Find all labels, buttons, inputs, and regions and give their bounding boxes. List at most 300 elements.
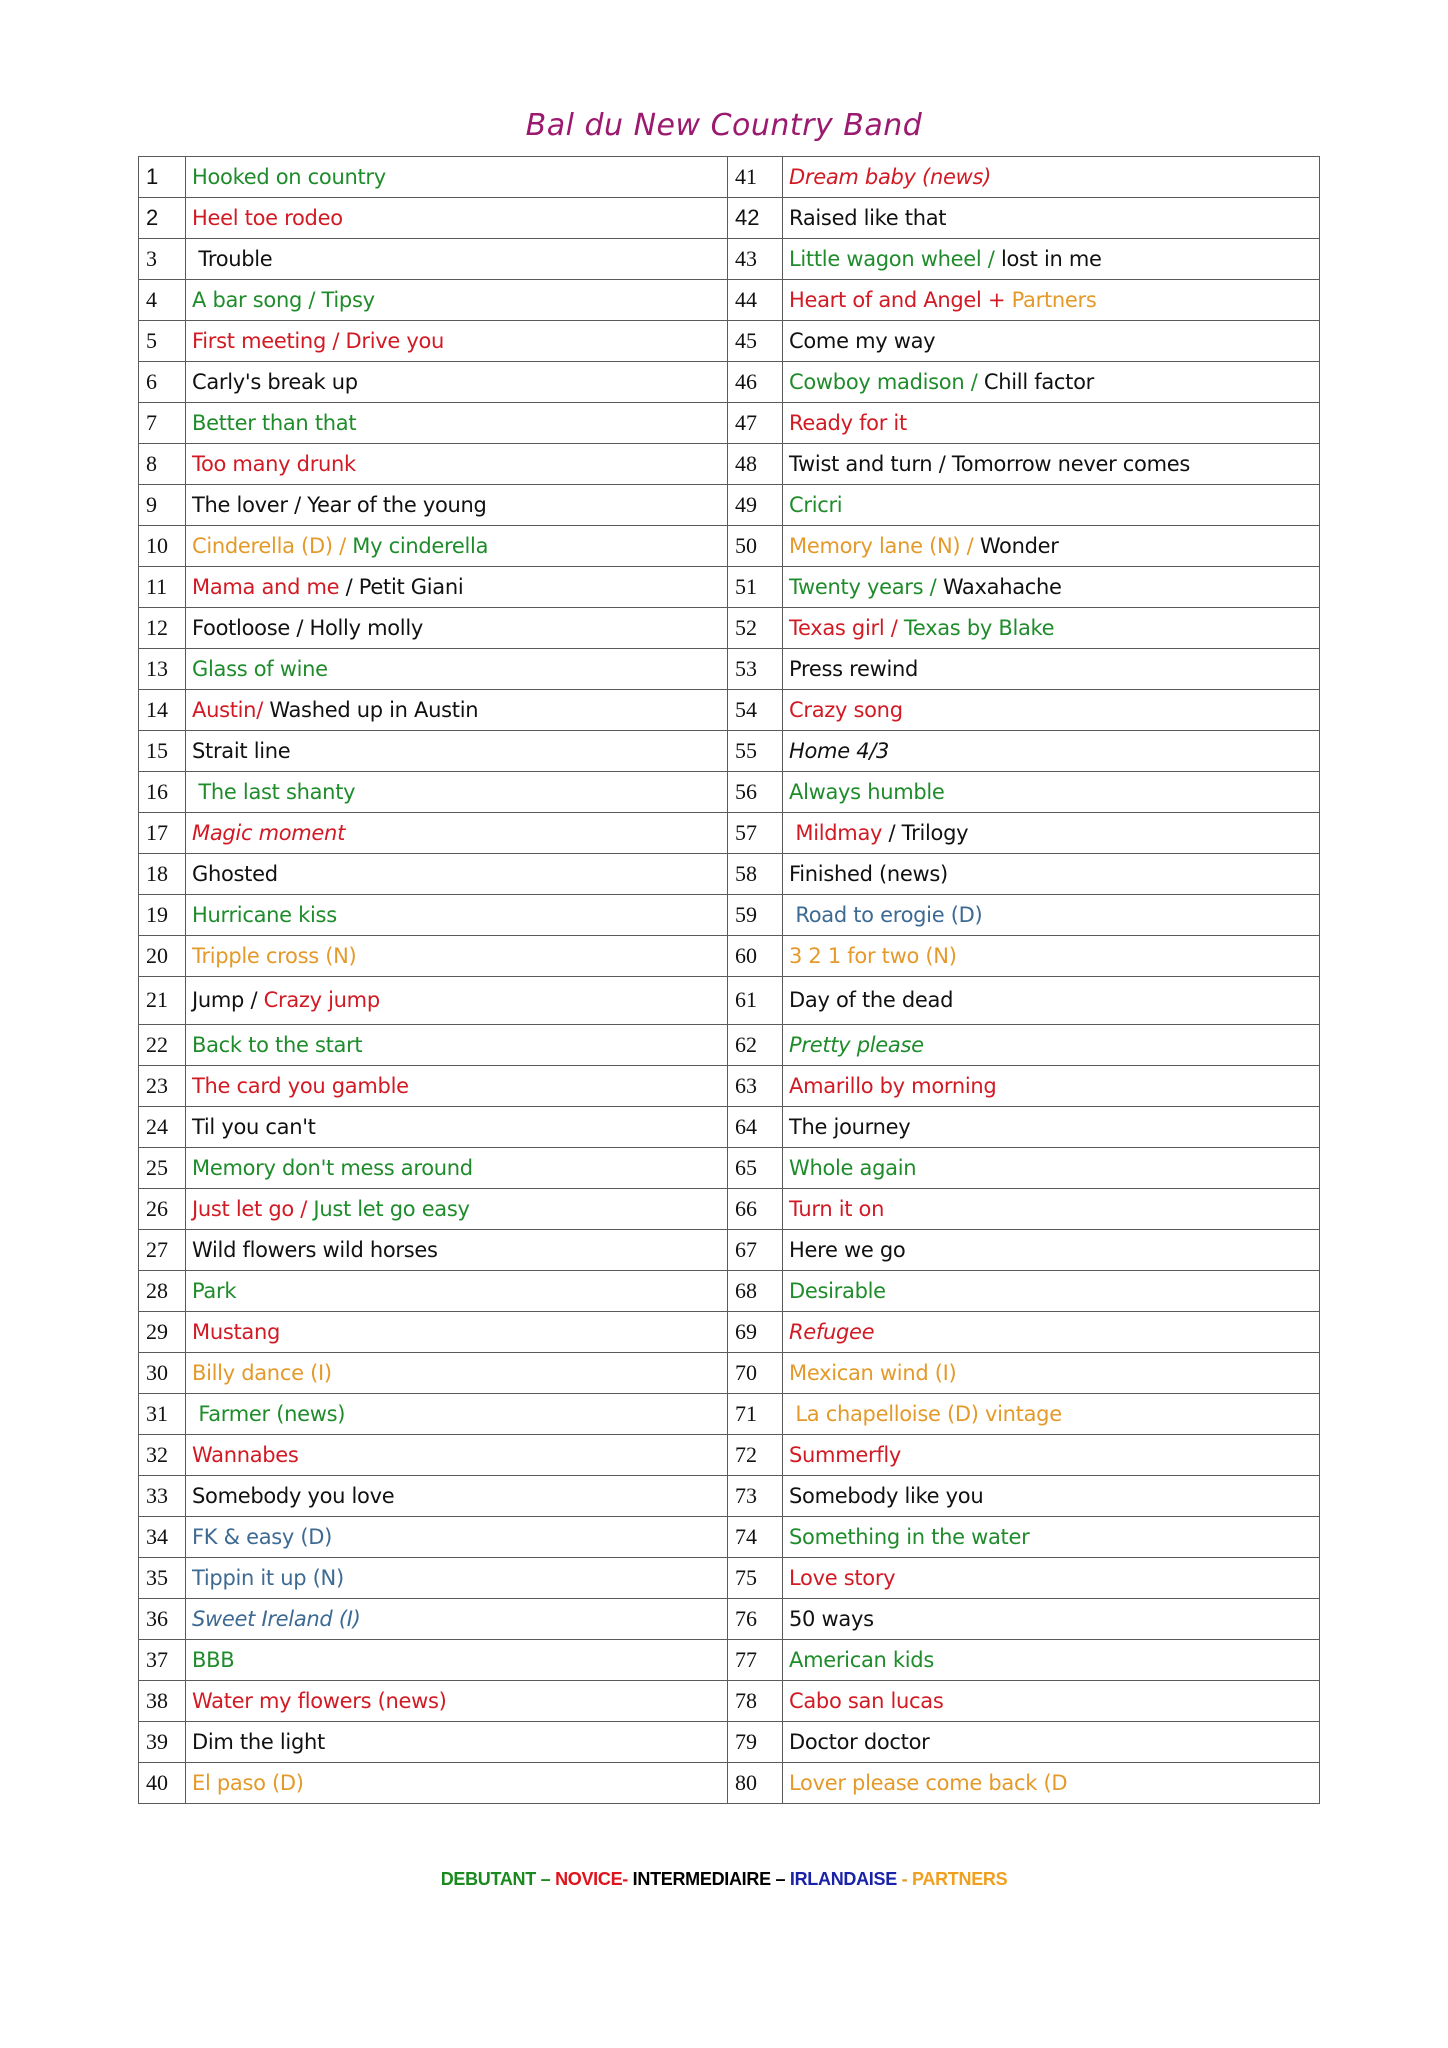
dance-title-part: Just let go / (192, 1196, 314, 1221)
dance-title-part: The card you gamble (192, 1073, 409, 1098)
dance-title-part: Billy dance (I) (192, 1360, 332, 1385)
dance-title (783, 1311, 1320, 1352)
dance-title (186, 731, 728, 772)
dance-title (783, 567, 1320, 608)
dance-number: 8 (139, 444, 186, 485)
dance-title (783, 1680, 1320, 1721)
dance-title-part: Just let go easy (313, 1196, 470, 1221)
dance-title (186, 854, 728, 895)
legend-item: IRLANDAISE (789, 1869, 897, 1889)
dance-title (186, 1352, 728, 1393)
dance-title (783, 895, 1320, 936)
dance-title (783, 1229, 1320, 1270)
table-row (139, 813, 1320, 854)
dance-title-part: Refugee (789, 1319, 875, 1344)
table-row (139, 1639, 1320, 1680)
dance-title (783, 1024, 1320, 1065)
dance-title-part: Glass of wine (192, 657, 328, 681)
dance-title (186, 649, 728, 690)
dance-number: 40 (139, 1762, 186, 1803)
dance-title-part: lost in me (1000, 247, 1102, 271)
table-row (139, 1229, 1320, 1270)
dance-title-part: Here we go (789, 1237, 906, 1262)
dance-title (783, 772, 1320, 813)
dance-title (783, 1475, 1320, 1516)
dance-title-part: La chapelloise (D) vintage (789, 1401, 1062, 1426)
dance-number: 62 (728, 1024, 783, 1065)
dance-title-part: 3 2 1 for two (N) (789, 944, 957, 968)
legend-item: – (535, 1869, 556, 1889)
dance-number: 28 (139, 1270, 186, 1311)
dance-title (186, 1106, 728, 1147)
dance-number: 22 (139, 1024, 186, 1065)
dance-number: 25 (139, 1147, 186, 1188)
dance-number: 18 (139, 854, 186, 895)
dance-number: 13 (139, 649, 186, 690)
dance-title-part: Somebody like you (789, 1483, 984, 1508)
table-row (139, 1680, 1320, 1721)
dance-title (186, 1639, 728, 1680)
table-row (139, 239, 1320, 280)
dance-number: 77 (728, 1639, 783, 1680)
dance-title-part: Better than that (192, 411, 357, 435)
dance-title (783, 1188, 1320, 1229)
dance-title-part: Doctor doctor (789, 1729, 930, 1754)
dance-title (783, 485, 1320, 526)
dance-number: 69 (728, 1311, 783, 1352)
dance-title-part: Cowboy madison / (789, 370, 984, 394)
dance-title (186, 936, 728, 977)
dance-number: 34 (139, 1516, 186, 1557)
table-row (139, 1188, 1320, 1229)
dance-title (783, 157, 1320, 198)
dance-title-part: Heel toe rodeo (192, 206, 343, 230)
dance-title-part: Somebody you love (192, 1483, 395, 1508)
dance-number: 39 (139, 1721, 186, 1762)
dance-number: 3 (139, 239, 186, 280)
dance-title (186, 1024, 728, 1065)
dance-title (186, 526, 728, 567)
dance-title (186, 239, 728, 280)
table-row (139, 772, 1320, 813)
level-legend (0, 1869, 1448, 1890)
table-row (139, 608, 1320, 649)
dance-title-part: FK & easy (D) (192, 1524, 333, 1549)
dance-number: 4 (139, 280, 186, 321)
dance-title-part: Ready for it (789, 411, 907, 435)
dance-title-part: Trouble (192, 247, 273, 271)
dance-title (783, 1762, 1320, 1803)
dance-title (186, 1065, 728, 1106)
dance-number: 66 (728, 1188, 783, 1229)
dance-title-part: Hooked on country (192, 165, 386, 189)
dance-title-part: Too many drunk (192, 452, 356, 476)
table-row (139, 977, 1320, 1025)
dance-number: 33 (139, 1475, 186, 1516)
dance-title (783, 444, 1320, 485)
table-row (139, 1762, 1320, 1803)
dance-title (783, 403, 1320, 444)
dance-number: 2 (139, 198, 186, 239)
dance-number: 26 (139, 1188, 186, 1229)
dance-title-part: Waxahache (942, 575, 1062, 599)
dance-title-part: Tippin it up (N) (192, 1565, 344, 1590)
dance-title (783, 1598, 1320, 1639)
dance-title (186, 1762, 728, 1803)
dance-title-part: Raised like that (789, 206, 947, 230)
dance-title-part: Sweet Ireland (I) (192, 1606, 361, 1631)
dance-title-part: Wonder (979, 534, 1059, 558)
dance-title-part: Heart of and Angel + (789, 288, 1012, 312)
table-row (139, 1024, 1320, 1065)
dance-number: 9 (139, 485, 186, 526)
dance-title-part: 50 ways (789, 1606, 874, 1631)
dance-title-part: Texas girl / (789, 616, 904, 640)
dance-number: 38 (139, 1680, 186, 1721)
dance-number: 76 (728, 1598, 783, 1639)
dance-number: 1 (139, 157, 186, 198)
dance-title-part: Wild flowers wild horses (192, 1237, 438, 1262)
dance-title (783, 977, 1320, 1025)
table-row (139, 1393, 1320, 1434)
dance-title-part: Crazy jump (263, 988, 380, 1013)
dance-title-part: Little wagon wheel / (789, 247, 1001, 271)
table-row (139, 1311, 1320, 1352)
dance-title (783, 731, 1320, 772)
dance-title-part: Dim the light (192, 1729, 325, 1754)
table-row (139, 403, 1320, 444)
table-row (139, 1434, 1320, 1475)
dance-title (783, 936, 1320, 977)
dance-number: 21 (139, 977, 186, 1025)
dance-number: 71 (728, 1393, 783, 1434)
dance-number: 11 (139, 567, 186, 608)
dance-title-part: Dream baby (news) (789, 165, 991, 189)
dance-title (783, 1434, 1320, 1475)
dance-number: 80 (728, 1762, 783, 1803)
dance-title (783, 649, 1320, 690)
dance-title (783, 1639, 1320, 1680)
dance-title (186, 1516, 728, 1557)
dance-number: 65 (728, 1147, 783, 1188)
legend-item: NOVICE- (555, 1869, 628, 1889)
legend-item: DEBUTANT (440, 1869, 536, 1889)
dance-title-part: Water my flowers (news) (192, 1688, 447, 1713)
dance-title (783, 362, 1320, 403)
dance-title-part: Mama and me (192, 575, 340, 599)
dance-number: 36 (139, 1598, 186, 1639)
dance-title-part: Pretty please (789, 1032, 924, 1057)
dance-title (186, 567, 728, 608)
dance-title-part: Always humble (789, 780, 945, 804)
dance-number: 32 (139, 1434, 186, 1475)
dance-title (783, 1065, 1320, 1106)
table-row (139, 280, 1320, 321)
table-row (139, 321, 1320, 362)
dance-number: 63 (728, 1065, 783, 1106)
dance-title-part: Carly's break up (192, 370, 358, 394)
table-row (139, 1721, 1320, 1762)
dance-list-table (138, 156, 1320, 1804)
table-row (139, 1147, 1320, 1188)
dance-number: 27 (139, 1229, 186, 1270)
dance-title-part: Amarillo by morning (789, 1073, 997, 1098)
dance-title-part: Home 4/3 (789, 739, 890, 763)
dance-title (186, 321, 728, 362)
dance-number: 31 (139, 1393, 186, 1434)
dance-number: 7 (139, 403, 186, 444)
dance-number: 54 (728, 690, 783, 731)
table-row (139, 1598, 1320, 1639)
dance-title-part: Farmer (news) (192, 1401, 346, 1426)
dance-title-part: Summerfly (789, 1442, 902, 1467)
dance-number: 45 (728, 321, 783, 362)
dance-number: 50 (728, 526, 783, 567)
dance-title (186, 1434, 728, 1475)
dance-number: 59 (728, 895, 783, 936)
dance-title (186, 1229, 728, 1270)
dance-number: 56 (728, 772, 783, 813)
dance-title-part: Chill factor (983, 370, 1094, 394)
dance-title-part: Memory lane (N) / (789, 534, 980, 558)
dance-title (783, 813, 1320, 854)
dance-number: 49 (728, 485, 783, 526)
dance-title (783, 854, 1320, 895)
dance-title (186, 772, 728, 813)
dance-title-part: Love story (789, 1565, 896, 1590)
dance-number: 6 (139, 362, 186, 403)
dance-title-part: Texas by Blake (903, 616, 1055, 640)
legend-item: - (896, 1869, 913, 1889)
table-row (139, 485, 1320, 526)
dance-title-part: Something in the water (789, 1524, 1030, 1549)
dance-number: 67 (728, 1229, 783, 1270)
dance-number: 47 (728, 403, 783, 444)
table-row (139, 936, 1320, 977)
dance-title (783, 1516, 1320, 1557)
dance-number: 19 (139, 895, 186, 936)
dance-number: 68 (728, 1270, 783, 1311)
dance-number: 44 (728, 280, 783, 321)
dance-title (186, 1475, 728, 1516)
dance-title (783, 608, 1320, 649)
dance-title (186, 1557, 728, 1598)
dance-number: 61 (728, 977, 783, 1025)
dance-number: 41 (728, 157, 783, 198)
dance-number: 55 (728, 731, 783, 772)
dance-number: 30 (139, 1352, 186, 1393)
dance-number: 60 (728, 936, 783, 977)
table-row (139, 157, 1320, 198)
dance-title (186, 444, 728, 485)
dance-title-part: Cinderella (D) / (192, 534, 353, 558)
table-row (139, 1106, 1320, 1147)
dance-title-part: Back to the start (192, 1032, 363, 1057)
dance-title-part: Wannabes (192, 1442, 299, 1467)
dance-title-part: American kids (789, 1647, 934, 1672)
dance-title-part: Come my way (789, 329, 936, 353)
dance-title (186, 1147, 728, 1188)
dance-title (186, 280, 728, 321)
dance-number: 64 (728, 1106, 783, 1147)
dance-title (783, 526, 1320, 567)
dance-number: 73 (728, 1475, 783, 1516)
table-row (139, 854, 1320, 895)
legend-item: INTERMEDIAIRE – (627, 1869, 790, 1889)
dance-title-part: Strait line (192, 739, 291, 763)
dance-title-part: BBB (192, 1647, 235, 1672)
dance-title (186, 1270, 728, 1311)
dance-title (186, 1680, 728, 1721)
dance-title (186, 198, 728, 239)
dance-title (783, 1557, 1320, 1598)
dance-number: 46 (728, 362, 783, 403)
table-row (139, 649, 1320, 690)
dance-number: 37 (139, 1639, 186, 1680)
dance-title-part: Til you can't (192, 1114, 316, 1139)
dance-title-part: The journey (789, 1114, 911, 1139)
dance-number: 10 (139, 526, 186, 567)
dance-title (186, 813, 728, 854)
dance-title-part: Memory don't mess around (192, 1155, 473, 1180)
table-row (139, 731, 1320, 772)
dance-title-part: Washed up in Austin (262, 698, 479, 722)
dance-title (783, 1352, 1320, 1393)
dance-title-part: The lover / Year of the young (192, 493, 487, 517)
dance-number: 12 (139, 608, 186, 649)
dance-title-part: My cinderella (352, 534, 489, 558)
table-row (139, 1475, 1320, 1516)
dance-title (783, 1721, 1320, 1762)
dance-title-part: Park (192, 1278, 237, 1303)
dance-title-part: Turn it on (789, 1196, 885, 1221)
dance-title-part: Twenty years / (789, 575, 943, 599)
dance-number: 20 (139, 936, 186, 977)
dance-number: 17 (139, 813, 186, 854)
dance-number: 23 (139, 1065, 186, 1106)
table-row (139, 362, 1320, 403)
dance-number: 52 (728, 608, 783, 649)
dance-number: 78 (728, 1680, 783, 1721)
table-row (139, 567, 1320, 608)
dance-title (783, 198, 1320, 239)
dance-title-part: Jump / (192, 988, 264, 1013)
dance-title-part: Mexican wind (I) (789, 1360, 957, 1385)
dance-title-part: Hurricane kiss (192, 903, 337, 927)
dance-title-part: Ghosted (192, 862, 278, 886)
dance-title-part: Press rewind (789, 657, 919, 681)
dance-number: 15 (139, 731, 186, 772)
dance-title (186, 608, 728, 649)
dance-title (783, 1270, 1320, 1311)
dance-number: 48 (728, 444, 783, 485)
dance-number: 43 (728, 239, 783, 280)
table-row (139, 1557, 1320, 1598)
table-row (139, 690, 1320, 731)
dance-title-part: Partners (1011, 288, 1097, 312)
dance-title-part: Desirable (789, 1278, 886, 1303)
dance-title (186, 1188, 728, 1229)
dance-number: 79 (728, 1721, 783, 1762)
dance-title-part: Twist and turn / Tomorrow never comes (789, 452, 1190, 476)
dance-title-part: The last shanty (192, 780, 356, 804)
dance-title (186, 1393, 728, 1434)
dance-number: 53 (728, 649, 783, 690)
dance-number: 24 (139, 1106, 186, 1147)
dance-title (783, 321, 1320, 362)
dance-number: 51 (728, 567, 783, 608)
dance-title (783, 239, 1320, 280)
dance-title-part: Austin/ (192, 698, 263, 722)
table-row (139, 1352, 1320, 1393)
dance-number: 58 (728, 854, 783, 895)
dance-title-part: Magic moment (192, 821, 345, 845)
page-title: Bal du New Country Band (525, 108, 923, 143)
dance-number: 75 (728, 1557, 783, 1598)
dance-title (186, 690, 728, 731)
dance-title-part: Tripple cross (N) (192, 944, 357, 968)
dance-number: 29 (139, 1311, 186, 1352)
dance-number: 74 (728, 1516, 783, 1557)
dance-title (186, 1598, 728, 1639)
dance-number: 72 (728, 1434, 783, 1475)
dance-title-part: Cabo san lucas (789, 1688, 944, 1713)
table-row (139, 1065, 1320, 1106)
dance-title-part: / Petit Giani (339, 575, 464, 599)
table-row (139, 1516, 1320, 1557)
table-row (139, 1270, 1320, 1311)
dance-number: 35 (139, 1557, 186, 1598)
dance-title (783, 1147, 1320, 1188)
dance-title (186, 1311, 728, 1352)
dance-number: 16 (139, 772, 186, 813)
dance-title-part: Footloose / Holly molly (192, 616, 423, 640)
table-row (139, 198, 1320, 239)
dance-title (186, 895, 728, 936)
dance-title-part: First meeting / Drive you (192, 329, 445, 353)
dance-title-part: Mustang (192, 1319, 281, 1344)
dance-title (783, 1393, 1320, 1434)
dance-title (186, 362, 728, 403)
table-row (139, 526, 1320, 567)
dance-title-part: Whole again (789, 1155, 917, 1180)
dance-title-part: Cricri (789, 493, 843, 517)
dance-title (783, 690, 1320, 731)
dance-title (783, 1106, 1320, 1147)
dance-title-part: Day of the dead (789, 988, 954, 1013)
dance-title-part: Finished (news) (789, 862, 948, 886)
dance-number: 5 (139, 321, 186, 362)
dance-title-part: Lover please come back (D (789, 1770, 1068, 1795)
dance-number: 14 (139, 690, 186, 731)
dance-title (186, 485, 728, 526)
dance-number: 57 (728, 813, 783, 854)
dance-title (783, 280, 1320, 321)
dance-title-part: Mildmay (789, 821, 883, 845)
legend-item: PARTNERS (912, 1869, 1008, 1889)
dance-title (186, 977, 728, 1025)
table-row (139, 444, 1320, 485)
dance-number: 42 (728, 198, 783, 239)
dance-title-part: Road to erogie (D) (789, 903, 983, 927)
dance-title (186, 157, 728, 198)
dance-title-part: Crazy song (789, 698, 903, 722)
dance-title-part: / Trilogy (882, 821, 969, 845)
dance-title-part: El paso (D) (192, 1770, 304, 1795)
table-row (139, 895, 1320, 936)
dance-number: 70 (728, 1352, 783, 1393)
dance-title-part: A bar song / Tipsy (192, 288, 375, 312)
